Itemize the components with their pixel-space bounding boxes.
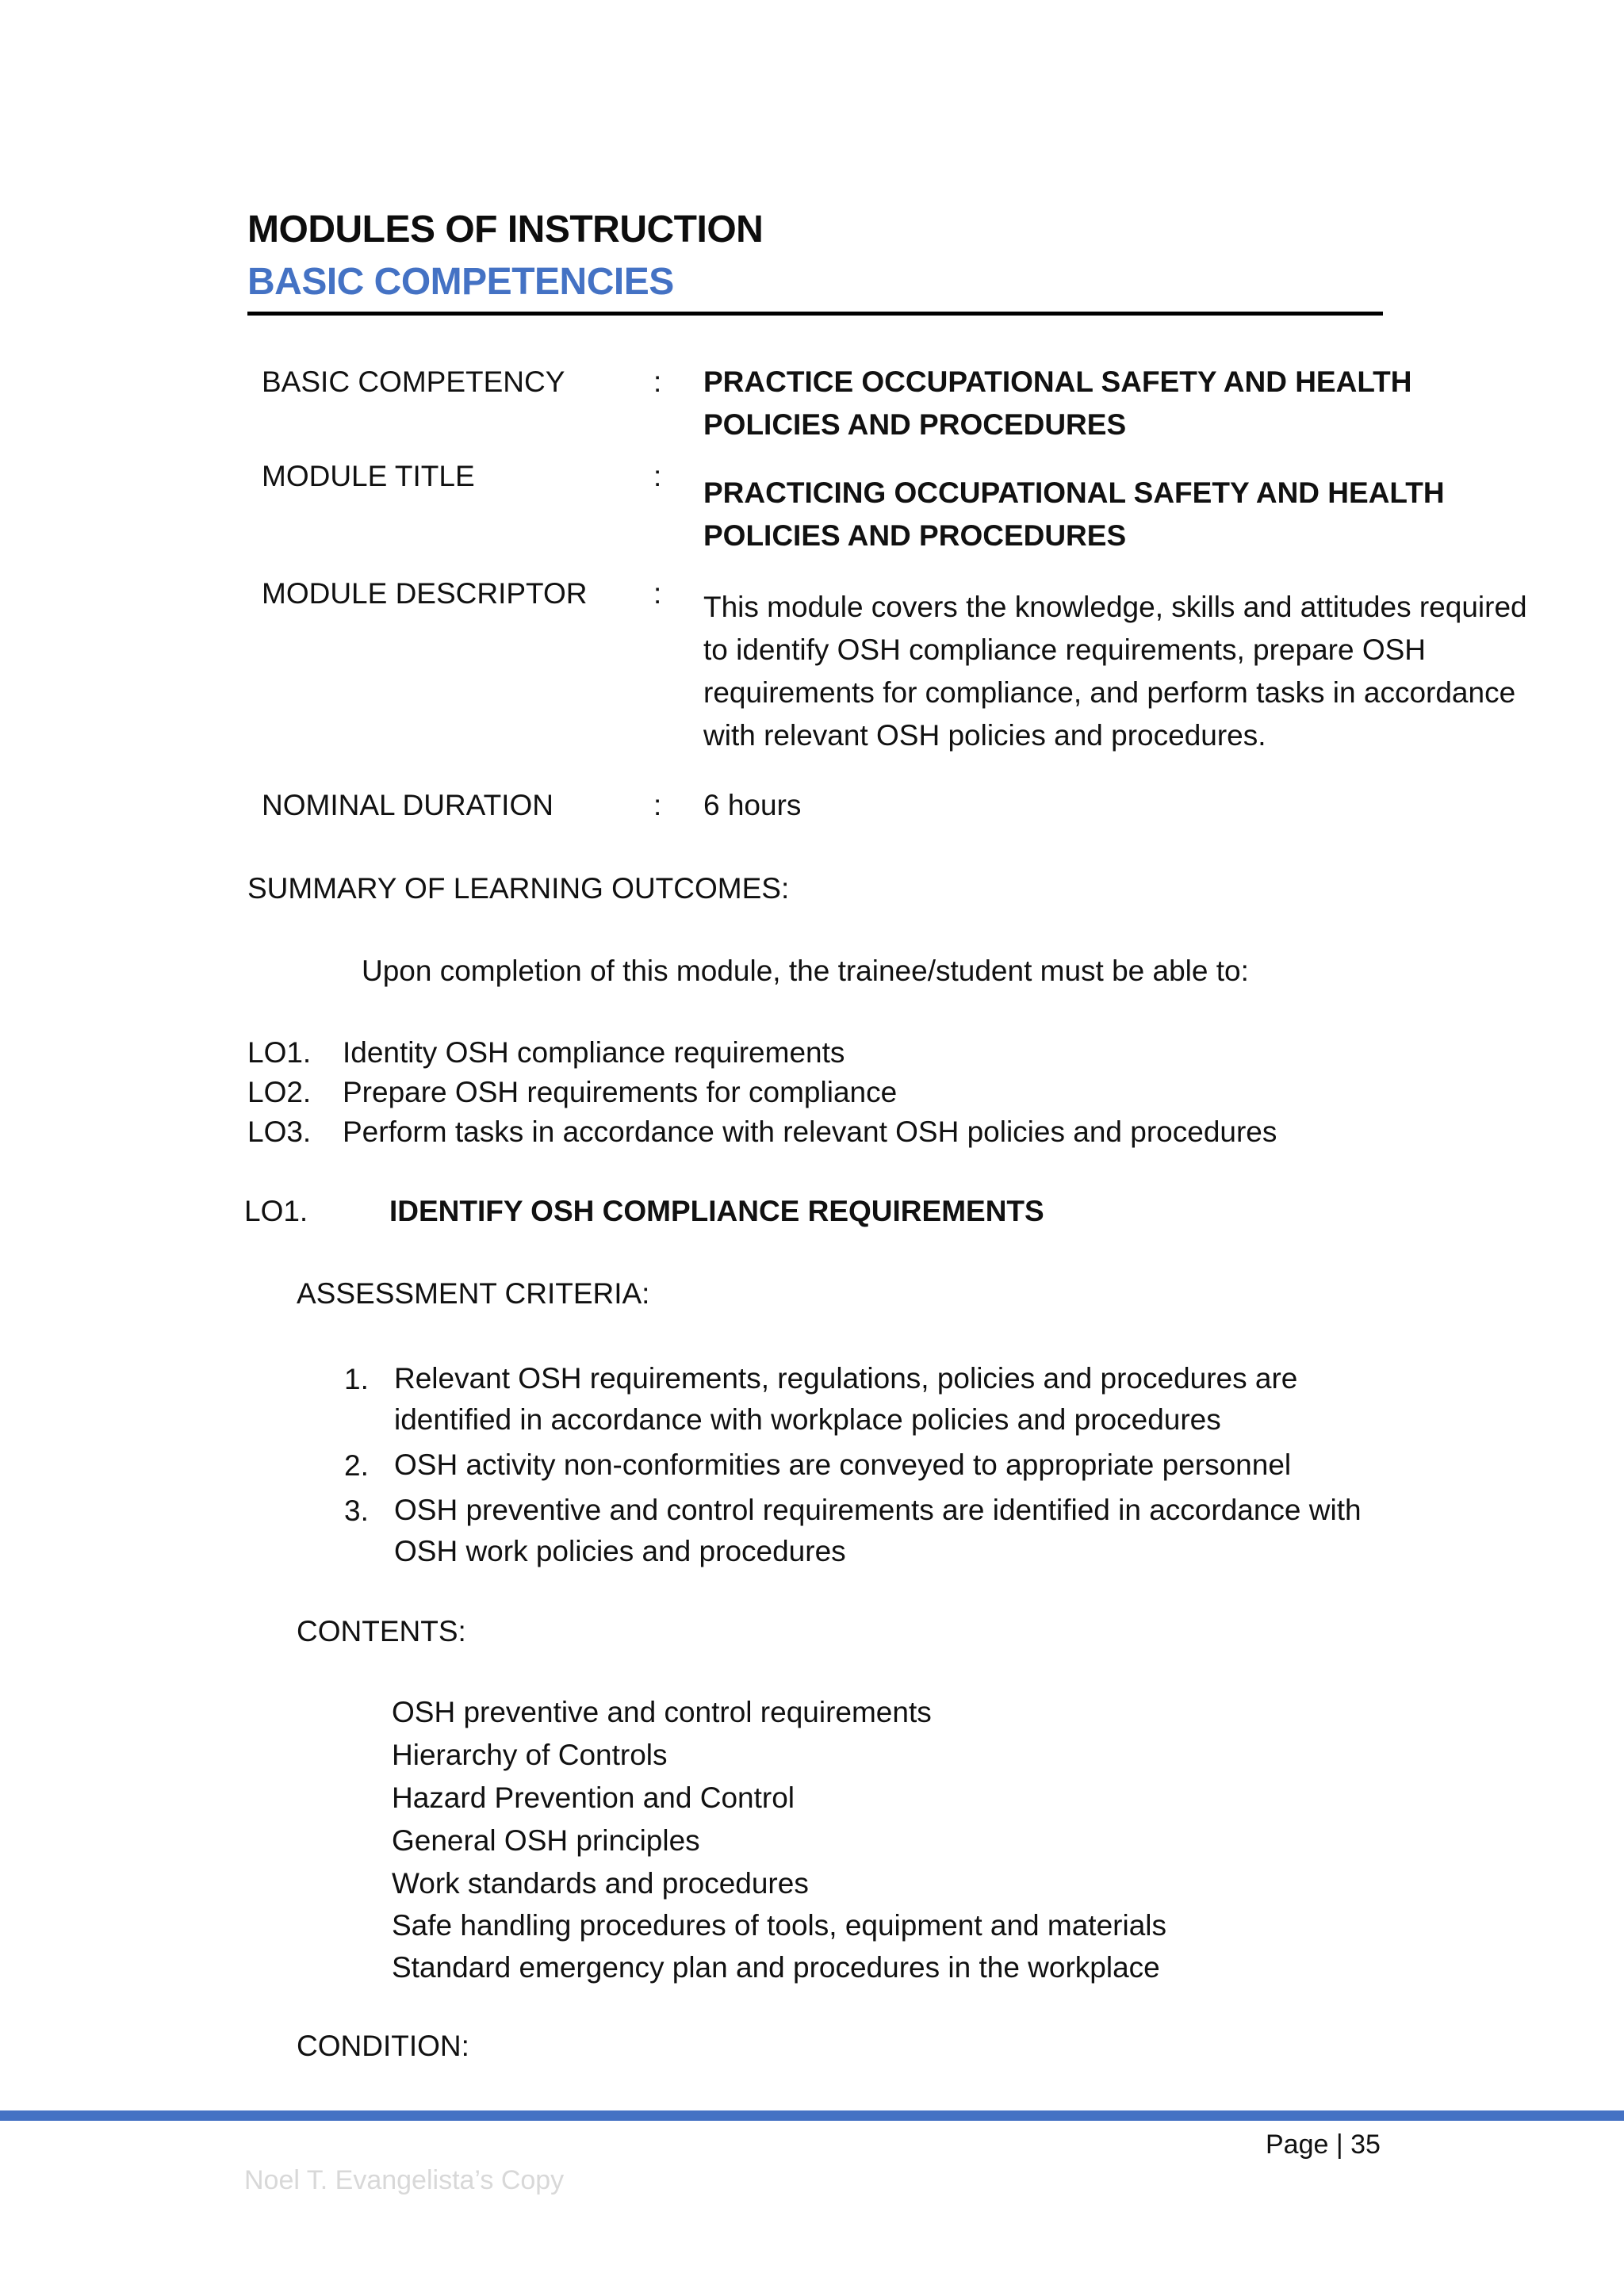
outcome-number: LO1. [247, 1036, 312, 1069]
assessment-criteria-heading: ASSESSMENT CRITERIA: [297, 1277, 650, 1310]
module-descriptor-value: This module covers the knowledge, skills and attitudes required to identify OSH compliance requirements, prepare OSH requirements for compliance, and perform tasks in accordance with relevant OSH policies and procedures. [703, 591, 1527, 752]
contents-heading: CONTENTS: [297, 1615, 466, 1647]
basic-competency-label: BASIC COMPETENCY [262, 365, 565, 398]
outcome-text: Identity OSH compliance requirements [343, 1036, 845, 1069]
outcome-text: Perform tasks in accordance with relevant OSH policies and procedures [343, 1115, 1277, 1148]
criterion-number: 3. [344, 1494, 369, 1527]
content-item: Hazard Prevention and Control [392, 1781, 795, 1814]
lo1-number: LO1. [244, 1195, 308, 1227]
colon: : [653, 365, 662, 398]
criterion-text: Relevant OSH requirements, regulations, policies and procedures are identified in accordance with workplace policies and procedures [394, 1362, 1298, 1436]
content-item: Safe handling procedures of tools, equipment and materials [392, 1909, 1166, 1942]
content-item: Work standards and procedures [392, 1867, 809, 1900]
content-item: Standard emergency plan and procedures in the workplace [392, 1951, 1160, 1984]
basic-competency-value: PRACTICE OCCUPATIONAL SAFETY AND HEALTH POLICIES AND PROCEDURES [703, 365, 1412, 441]
colon: : [653, 789, 662, 821]
outcome-text: Prepare OSH requirements for compliance [343, 1076, 898, 1108]
outcome-number: LO3. [247, 1115, 312, 1148]
module-title-label: MODULE TITLE [262, 460, 475, 492]
footer-bar [0, 2110, 1624, 2121]
lo1-title: IDENTIFY OSH COMPLIANCE REQUIREMENTS [389, 1195, 1044, 1227]
nominal-duration-value: 6 hours [703, 789, 802, 821]
content-item: OSH preventive and control requirements [392, 1696, 932, 1728]
colon: : [653, 577, 662, 610]
nominal-duration-label: NOMINAL DURATION [262, 789, 553, 821]
document-subtitle: BASIC COMPETENCIES [247, 261, 674, 303]
criterion-text: OSH activity non-conformities are conveyed to appropriate personnel [394, 1448, 1292, 1481]
content-item: Hierarchy of Controls [392, 1739, 668, 1771]
page-number: Page | 35 [1266, 2130, 1381, 2160]
summary-heading: SUMMARY OF LEARNING OUTCOMES: [247, 872, 790, 905]
content-item: General OSH principles [392, 1824, 700, 1857]
criterion-number: 2. [344, 1449, 369, 1482]
colon: : [653, 460, 662, 492]
outcome-number: LO2. [247, 1076, 312, 1108]
module-descriptor-label: MODULE DESCRIPTOR [262, 577, 588, 610]
criterion-text: OSH preventive and control requirements are identified in accordance with OSH work policies and procedures [394, 1494, 1362, 1567]
criterion-number: 1. [344, 1363, 369, 1395]
module-title-value: PRACTICING OCCUPATIONAL SAFETY AND HEALTH POLICIES AND PROCEDURES [703, 476, 1445, 552]
summary-intro: Upon completion of this module, the trainee/student must be able to: [362, 955, 1249, 987]
document-title: MODULES OF INSTRUCTION [247, 209, 764, 251]
condition-heading: CONDITION: [297, 2030, 469, 2062]
header-divider [247, 312, 1383, 316]
watermark: Noel T. Evangelista’s Copy [244, 2165, 565, 2195]
